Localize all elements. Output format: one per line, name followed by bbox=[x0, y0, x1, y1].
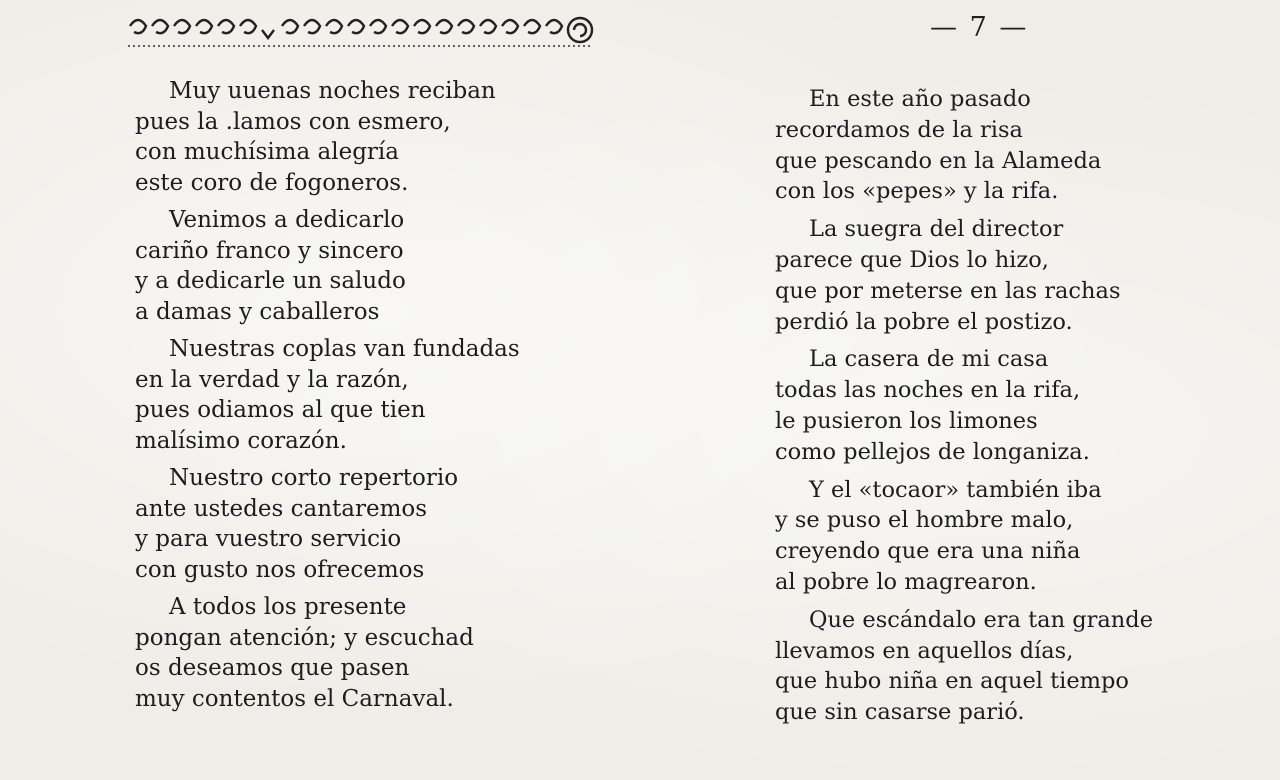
verse-line: todas las noches en la rifa, bbox=[775, 377, 1081, 404]
verse-line: Y el «tocaor» también iba bbox=[809, 476, 1102, 503]
verse-line: os deseamos que pasen bbox=[135, 655, 410, 681]
verse-line: perdió la pobre el postizo. bbox=[775, 308, 1073, 335]
verse-line: La casera de mi casa bbox=[809, 346, 1049, 373]
verse-line: con los «pepes» y la rifa. bbox=[775, 178, 1059, 205]
verse-line: malísimo corazón. bbox=[135, 427, 347, 454]
verse-line: que sin casarse parió. bbox=[775, 699, 1025, 726]
verse-line: este coro de fogoneros. bbox=[135, 169, 409, 196]
stanza bbox=[775, 605, 1280, 728]
verse-line: Nuestro corto repertorio bbox=[169, 465, 459, 491]
stanza bbox=[135, 76, 655, 198]
verse-line: creyendo que era una niña bbox=[775, 538, 1081, 565]
verse-line: con muchísima alegría bbox=[135, 139, 399, 165]
verse-line: al pobre lo magrearon. bbox=[775, 568, 1037, 595]
right-column bbox=[775, 84, 1280, 735]
stanza bbox=[775, 475, 1280, 598]
verse-line: en la verdad y la razón, bbox=[135, 366, 409, 393]
verse-line: que hubo niña en aquel tiempo bbox=[775, 668, 1129, 695]
scroll-ornament-icon bbox=[122, 6, 602, 58]
verse-line: y a dedicarle un saludo bbox=[135, 268, 406, 294]
stanza bbox=[135, 334, 655, 456]
verse-line: pues odiamos al que tien bbox=[135, 397, 426, 423]
verse-line: A todos los presente bbox=[169, 594, 407, 620]
verse-line: a damas y caballeros bbox=[135, 298, 380, 325]
verse-line: pues la .lamos con esmero, bbox=[135, 108, 451, 135]
verse-line: parece que Dios lo hizo, bbox=[775, 246, 1049, 273]
verse-line: que por meterse en las rachas bbox=[775, 277, 1121, 304]
verse-line: muy contentos el Carnaval. bbox=[135, 685, 454, 712]
stanza bbox=[135, 592, 655, 714]
verse-line: llevamos en aquellos días, bbox=[775, 637, 1074, 664]
verse-line: y para vuestro servicio bbox=[135, 526, 402, 552]
verse-line: que pescando en la Alameda bbox=[775, 147, 1102, 174]
left-column bbox=[135, 76, 655, 721]
verse-line: Muy uuenas noches reciban bbox=[169, 78, 496, 104]
verse-line: ante ustedes cantaremos bbox=[135, 495, 428, 522]
verse-line: Que escándalo era tan grande bbox=[809, 606, 1154, 633]
verse-line: cariño franco y sincero bbox=[135, 237, 404, 264]
verse-line: recordamos de la risa bbox=[775, 116, 1023, 143]
verse-line: En este año pasado bbox=[809, 86, 1031, 112]
verse-line: con gusto nos ofrecemos bbox=[135, 556, 425, 583]
stanza bbox=[135, 463, 655, 585]
stanza bbox=[775, 84, 1280, 207]
verse-line: le pusieron los limones bbox=[775, 407, 1038, 434]
verse-line: como pellejos de longaniza. bbox=[775, 438, 1090, 465]
verse-line: y se puso el hombre malo, bbox=[775, 507, 1074, 534]
stanza bbox=[135, 205, 655, 327]
verse-line: La suegra del director bbox=[809, 216, 1064, 243]
verse-line: Venimos a dedicarlo bbox=[169, 207, 405, 233]
page-number: — 7 — bbox=[930, 12, 1029, 43]
verse-line: Nuestras coplas van fundadas bbox=[169, 336, 520, 362]
verse-line: pongan atención; y escuchad bbox=[135, 624, 474, 651]
stanza bbox=[775, 214, 1280, 337]
stanza bbox=[775, 344, 1280, 467]
